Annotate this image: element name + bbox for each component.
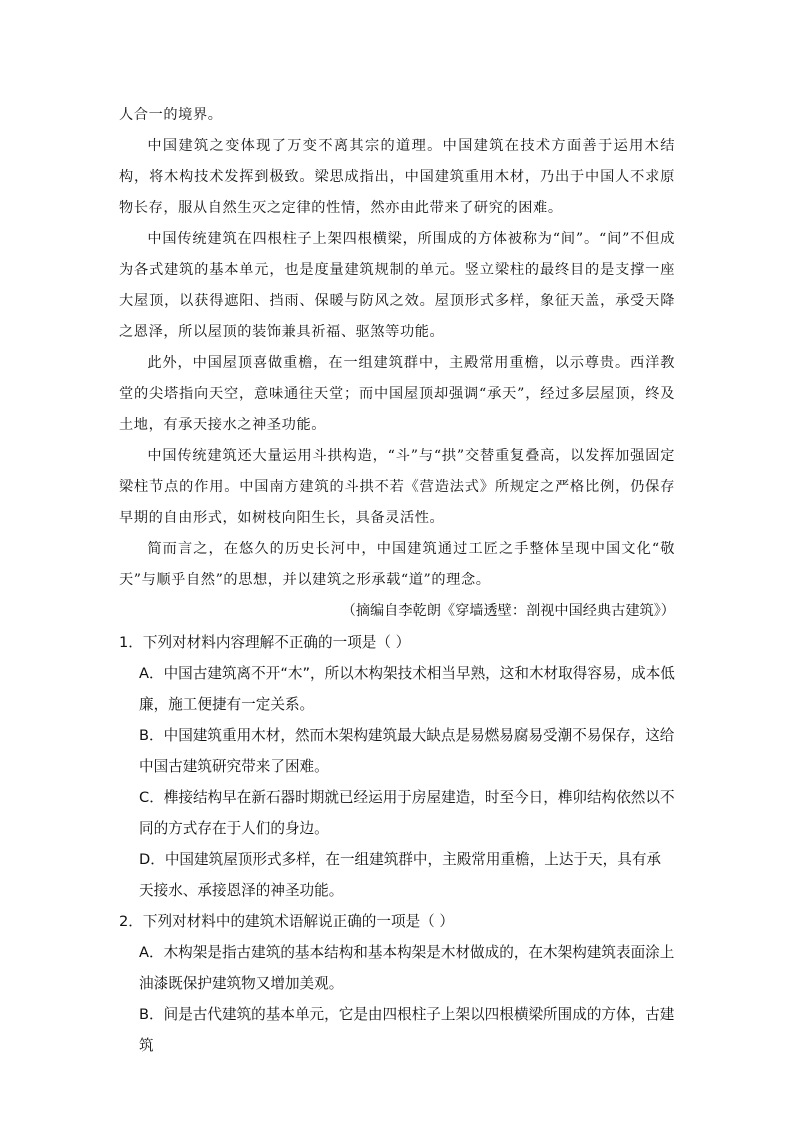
passage-paragraph-2: 中国建筑之变体现了万变不离其宗的道理。中国建筑在技术方面善于运用木结构，将木构技术发挥到极致。梁思成指出，中国建筑重用木材，乃出于中国人不求原物长存，服从自然生灭之定律的性情，然亦由此带来了研究的困难。 xyxy=(119,138,675,216)
passage-source: （摘编自李乾朗《穿墙透壁：剖视中国经典古建筑》） xyxy=(341,603,675,619)
option-d: D．中国建筑屋顶形式多样，在一组建筑群中，主殿常用重檐，上达于天，具有承天接水、承接恩泽的神圣功能。 xyxy=(139,851,662,899)
passage-paragraph-6: 简而言之，在悠久的历史长河中，中国建筑通过工匠之手整体呈现中国文化“敬天”与顺乎自然”的思想，并以建筑之形承载“道”的理念。 xyxy=(119,541,675,588)
passage xyxy=(119,100,675,627)
passage-paragraph-5: 中国传统建筑还大量运用斗拱构造，“斗”与“拱”交替重复叠高，以发挥加强固定梁柱节点的作用。中国南方建筑的斗拱不若《营造法式》所规定之严格比例，仍保存早期的自由形式，如树枝向阳生长，具备灵活性。 xyxy=(119,448,675,526)
passage-paragraph-1: 人合一的境界。 xyxy=(119,107,223,123)
option-b: B．间是古代建筑的基本单元，它是由四根柱子上架以四根横梁所围成的方体，古建筑 xyxy=(139,1006,675,1054)
passage-paragraph-4: 此外，中国屋顶喜做重檐，在一组建筑群中，主殿常用重檐，以示尊贵。西洋教堂的尖塔指向天空，意味通往天堂；而中国屋顶却强调“承天”，经过多层屋顶，终及土地，有承天接水之神圣功能。 xyxy=(119,355,675,433)
passage-paragraph-3: 中国传统建筑在四根柱子上架四根横梁，所围成的方体被称为“间”。“间”不但成为各式建筑的基本单元，也是度量建筑规制的单元。竖立梁柱的最终目的是支撑一座大屋顶，以获得遮阳、挡雨、保暖与防风之效。屋顶形式多样，象征天盖，承受天降之恩泽，所以屋顶的装饰兼具祈福、驱煞等功能。 xyxy=(119,231,675,340)
question-2 xyxy=(119,906,675,1061)
question-stem: 1．下列对材料内容理解不正确的一项是（ ） xyxy=(119,634,411,651)
option-b: B．中国建筑重用木材，然而木架构建筑最大缺点是易燃易腐易受潮不易保存，这给中国古建筑研究带来了困难。 xyxy=(139,727,675,775)
option-c: C．榫接结构早在新石器时期就已经运用于房屋建造，时至今日，榫卯结构依然以不同的方式存在于人们的身边。 xyxy=(139,789,675,837)
document-content xyxy=(119,100,675,1061)
question-stem: 2．下列对材料中的建筑术语解说正确的一项是（ ） xyxy=(119,913,454,930)
question-1 xyxy=(119,627,675,906)
option-a: A．木构架是指古建筑的基本结构和基本构架是木材做成的，在木架构建筑表面涂上油漆既保护建筑物又增加美观。 xyxy=(139,944,675,992)
option-a: A．中国古建筑离不开“木”，所以木构架技术相当早熟，这和木材取得容易，成本低廉，施工便捷有一定关系。 xyxy=(139,665,675,713)
